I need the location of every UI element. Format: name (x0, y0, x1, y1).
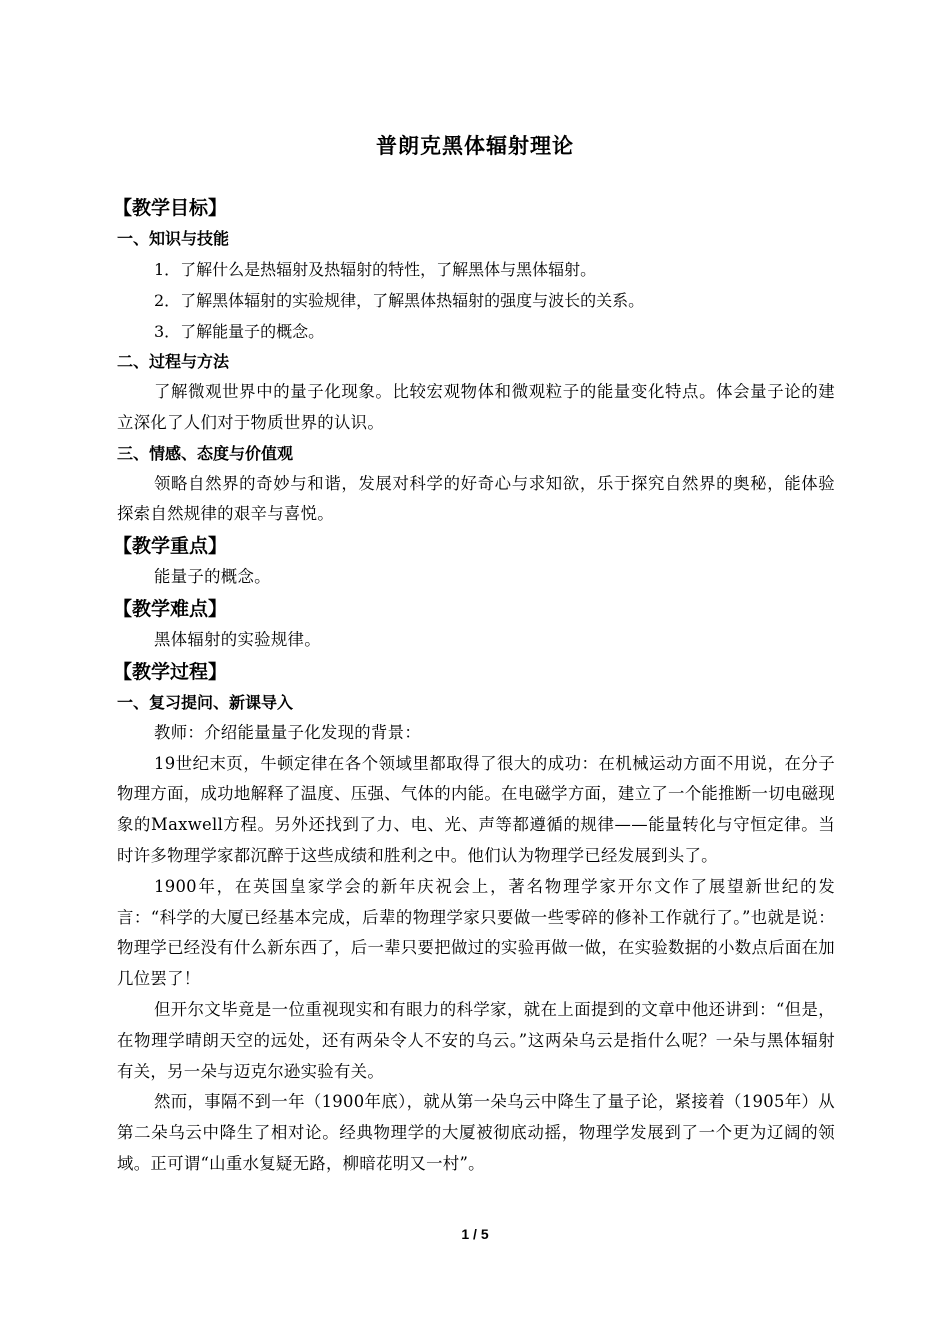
knowledge-item-2: 2．了解黑体辐射的实验规律，了解黑体热辐射的强度与波长的关系。 (154, 291, 645, 310)
section1-paragraph-4: 但开尔文毕竟是一位重视现实和有眼力的科学家，就在上面提到的文章中他还讲到：“但是，在物理学晴朗天空的远处，还有两朵令人不安的乌云。”这两朵乌云是指什么呢？一朵与黑体辐射有关，另一朵与迈克尔逊实验有关。 (117, 999, 835, 1081)
difficulty-heading: 【教学难点】 (113, 597, 228, 620)
emotion-paragraph: 领略自然界的奇妙与和谐，发展对科学的好奇心与求知欲，乐于探究自然界的奥秘，能体验探索自然规律的艰辛与喜悦。 (117, 473, 835, 524)
key-point-paragraph: 能量子的概念。 (154, 567, 271, 587)
page-number: 1 / 5 (461, 1226, 489, 1242)
process-paragraph: 了解微观世界中的量子化现象。比较宏观物体和微观粒子的能量变化特点。体会量子论的建立深化了人们对于物质世界的认识。 (117, 382, 835, 432)
section1-paragraph-2: 19世纪末页，牛顿定律在各个领域里都取得了很大的成功：在机械运动方面不用说，在分子物理方面，成功地解释了温度、压强、气体的内能。在电磁学方面，建立了一个能推断一切电磁现象的Maxwell方程。另外还找到了力、电、光、声等都遵循的规律——能量转化与守恒定律。当时许多物理学家都沉醉于这些成绩和胜利之中。他们认为物理学已经发展到头了。 (117, 753, 835, 865)
document-title: 普朗克黑体辐射理论 (376, 133, 574, 158)
knowledge-heading: 一、知识与技能 (117, 229, 230, 248)
knowledge-item-1: 1．了解什么是热辐射及热辐射的特性，了解黑体与黑体辐射。 (154, 260, 597, 279)
section1-heading: 一、复习提问、新课导入 (117, 692, 294, 712)
section1-paragraph-1: 教师：介绍能量量子化发现的背景： (154, 722, 422, 742)
process-heading: 二、过程与方法 (117, 352, 230, 371)
procedure-heading: 【教学过程】 (113, 660, 228, 683)
section1-paragraph-3: 1900年，在英国皇家学会的新年庆祝会上，著名物理学家开尔文作了展望新世纪的发言：“科学的大厦已经基本完成，后辈的物理学家只要做一些零碎的修补工作就行了。”也就是说：物理学已经没有什么新东西了，后一辈只要把做过的实验再做一做，在实验数据的小数点后面在加几位罢了！ (117, 876, 835, 989)
key-point-heading: 【教学重点】 (113, 535, 228, 558)
difficulty-paragraph: 黑体辐射的实验规律。 (154, 629, 321, 649)
section1-paragraph-5: 然而，事隔不到一年（1900年底），就从第一朵乌云中降生了量子论，紧接着（1905年）从第二朵乌云中降生了相对论。经典物理学的大厦被彻底动摇，物理学发展到了一个更为辽阔的领域。正可谓“山重水复疑无路，柳暗花明又一村”。 (117, 1092, 835, 1173)
objectives-heading: 【教学目标】 (113, 197, 228, 219)
document-body (113, 192, 835, 1180)
emotion-heading: 三、情感、态度与价值观 (117, 443, 294, 463)
knowledge-item-3: 3．了解能量子的概念。 (154, 322, 325, 341)
